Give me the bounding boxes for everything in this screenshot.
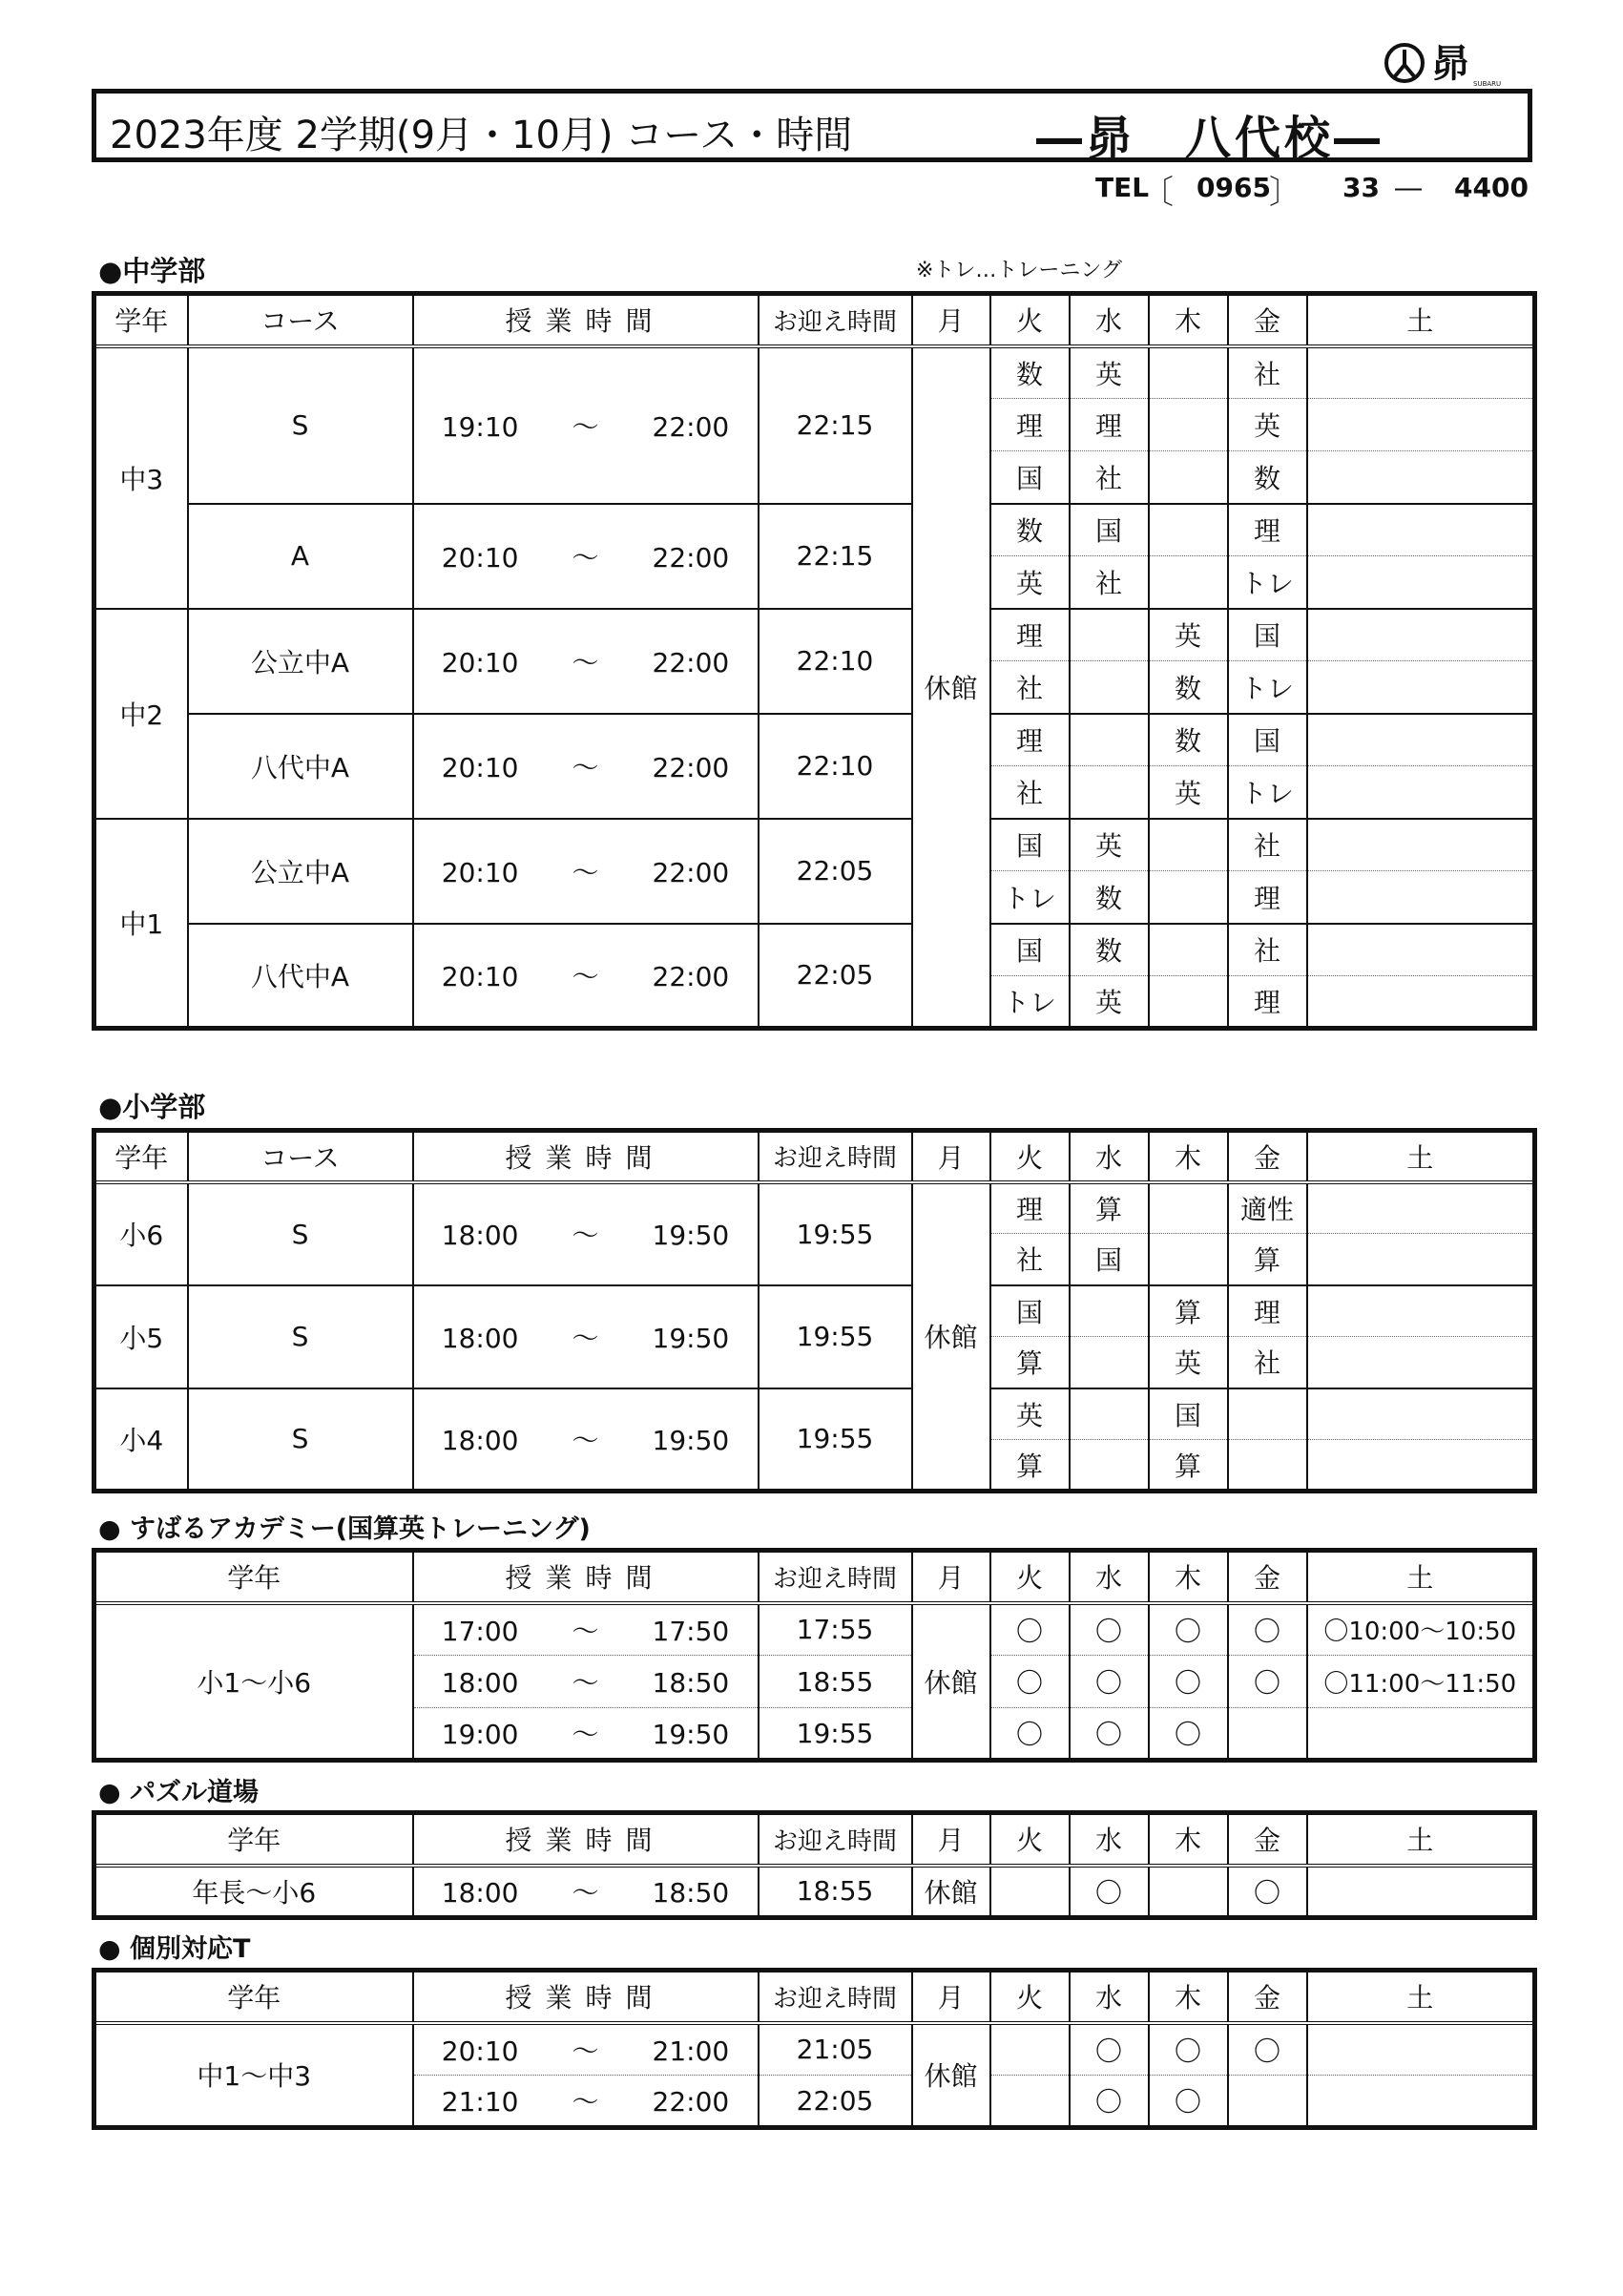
time-cell: 19:00 ～ 19:50	[413, 1708, 759, 1761]
subject-cell: 社	[1070, 451, 1149, 504]
subject-cell: 理	[1228, 504, 1307, 556]
class-mark: 〇	[990, 1708, 1070, 1761]
subject-cell: 国	[990, 924, 1070, 976]
table-row	[94, 924, 1535, 976]
subject-cell	[1307, 1337, 1535, 1388]
table-row	[94, 714, 1535, 766]
subject-cell: 理	[990, 1182, 1070, 1234]
elementary-heading: ●小学部	[98, 1091, 206, 1123]
col-pickup: お迎え時間	[759, 1813, 912, 1866]
subject-cell: 社	[1228, 819, 1307, 871]
time-cell: 20:10 ～ 22:00	[413, 924, 759, 1029]
pickup-cell: 22:10	[759, 609, 912, 714]
subject-cell	[1149, 556, 1228, 609]
col-thu: 木	[1149, 1551, 1228, 1603]
class-mark: 〇	[1070, 1708, 1149, 1761]
table-row	[94, 819, 1535, 871]
subject-cell	[1307, 924, 1535, 976]
subject-cell: 英	[990, 1388, 1070, 1440]
col-pickup: お迎え時間	[759, 1971, 912, 2023]
subject-cell	[1307, 766, 1535, 819]
saturday-slot: 〇11:00～11:50	[1307, 1656, 1535, 1708]
class-mark: 〇	[1070, 1656, 1149, 1708]
grade-cell: 小1～小6	[94, 1603, 413, 1761]
class-mark: 〇	[1149, 1656, 1228, 1708]
school-logo	[1384, 36, 1517, 90]
col-fri: 金	[1228, 1551, 1307, 1603]
header-row	[94, 1551, 1535, 1603]
class-mark: 〇	[1070, 1603, 1149, 1656]
col-sat: 土	[1307, 1813, 1535, 1866]
logo-text: 昴	[1431, 42, 1469, 86]
course-cell: 公立中A	[188, 819, 413, 924]
subject-cell	[1149, 976, 1228, 1029]
subject-cell	[1307, 451, 1535, 504]
table-row	[94, 1603, 1535, 1656]
col-wed: 水	[1070, 1813, 1149, 1866]
subject-cell: 国	[1070, 504, 1149, 556]
pickup-cell: 22:15	[759, 346, 912, 504]
course-cell: S	[188, 1388, 413, 1492]
subject-cell: 英	[1070, 819, 1149, 871]
pickup-cell: 17:55	[759, 1603, 912, 1656]
pickup-cell: 22:05	[759, 924, 912, 1029]
subject-cell: 理	[1228, 1285, 1307, 1337]
class-mark: 〇	[1149, 2023, 1228, 2076]
closed-cell: 休館	[912, 346, 990, 1029]
col-thu: 木	[1149, 294, 1228, 346]
time-cell: 20:10 ～ 22:00	[413, 504, 759, 609]
subject-cell: 理	[1228, 871, 1307, 924]
subject-cell: 数	[990, 504, 1070, 556]
course-cell: 公立中A	[188, 609, 413, 714]
col-time: 授業時間	[413, 1813, 759, 1866]
subject-cell	[1307, 1285, 1535, 1337]
time-cell: 18:00 ～ 18:50	[413, 1866, 759, 1918]
time-cell: 20:10 ～ 22:00	[413, 819, 759, 924]
subject-cell	[1307, 346, 1535, 399]
subject-cell	[1149, 924, 1228, 976]
subject-cell: 理	[1070, 399, 1149, 451]
class-mark: 〇	[1228, 1603, 1307, 1656]
subject-cell: 英	[1070, 346, 1149, 399]
subject-cell: トレ	[1228, 556, 1307, 609]
subject-cell: 数	[1228, 451, 1307, 504]
class-mark: 〇	[1228, 1656, 1307, 1708]
time-cell: 17:00 ～ 17:50	[413, 1603, 759, 1656]
subject-cell	[1307, 399, 1535, 451]
tel-number: 4400	[1454, 172, 1529, 203]
subject-cell	[1149, 1234, 1228, 1285]
subject-cell: 算	[990, 1440, 1070, 1492]
col-thu: 木	[1149, 1813, 1228, 1866]
col-fri: 金	[1228, 1131, 1307, 1182]
subject-cell	[1149, 346, 1228, 399]
subject-cell: 数	[990, 346, 1070, 399]
subject-cell: トレ	[990, 976, 1070, 1029]
col-tue: 火	[990, 294, 1070, 346]
subject-cell	[1307, 1440, 1535, 1492]
subject-cell	[1307, 714, 1535, 766]
subject-cell: 数	[1070, 871, 1149, 924]
subject-cell: 社	[1228, 1337, 1307, 1388]
col-pickup: お迎え時間	[759, 1131, 912, 1182]
saturday-slot	[1307, 1708, 1535, 1761]
header-row	[94, 1971, 1535, 2023]
class-mark	[1307, 1866, 1535, 1918]
col-tue: 火	[990, 1551, 1070, 1603]
subject-cell	[1307, 661, 1535, 714]
subject-cell: 数	[1149, 714, 1228, 766]
time-cell: 18:00 ～ 18:50	[413, 1656, 759, 1708]
class-mark	[1228, 1708, 1307, 1761]
puzzle-heading: ● パズル道場	[98, 1778, 259, 1807]
subject-cell: 算	[1149, 1285, 1228, 1337]
time-cell: 18:00 ～ 19:50	[413, 1182, 759, 1285]
col-thu: 木	[1149, 1131, 1228, 1182]
subject-cell: 英	[1149, 766, 1228, 819]
col-wed: 水	[1070, 1131, 1149, 1182]
academy-table	[92, 1548, 1537, 1763]
subject-cell	[1070, 609, 1149, 661]
tel-area-code: 0965	[1196, 172, 1271, 203]
grade-cell: 小5	[94, 1285, 188, 1388]
subject-cell	[1307, 819, 1535, 871]
table-row	[94, 1866, 1535, 1918]
subject-cell	[1149, 871, 1228, 924]
course-cell: 八代中A	[188, 924, 413, 1029]
subject-cell: 国	[1228, 714, 1307, 766]
time-cell: 20:10 ～ 22:00	[413, 609, 759, 714]
subject-cell: 数	[1149, 661, 1228, 714]
col-course: コース	[188, 1131, 413, 1182]
col-wed: 水	[1070, 1971, 1149, 2023]
time-cell: 20:10 ～ 22:00	[413, 714, 759, 819]
subject-cell: 理	[990, 714, 1070, 766]
class-mark	[990, 2023, 1070, 2076]
col-time: 授業時間	[413, 294, 759, 346]
course-cell: S	[188, 346, 413, 504]
col-grade: 学年	[94, 1813, 413, 1866]
pickup-cell: 22:15	[759, 504, 912, 609]
subject-cell: トレ	[1228, 661, 1307, 714]
course-cell: A	[188, 504, 413, 609]
class-mark	[990, 2076, 1070, 2128]
closed-cell: 休館	[912, 1866, 990, 1918]
subject-cell: 社	[1228, 346, 1307, 399]
col-mon: 月	[912, 1551, 990, 1603]
col-time: 授業時間	[413, 1971, 759, 2023]
subject-cell: 英	[1149, 609, 1228, 661]
header-row	[94, 294, 1535, 346]
col-sat: 土	[1307, 1131, 1535, 1182]
col-grade: 学年	[94, 1131, 188, 1182]
subject-cell	[1307, 1234, 1535, 1285]
col-fri: 金	[1228, 294, 1307, 346]
subject-cell: 英	[990, 556, 1070, 609]
col-wed: 水	[1070, 294, 1149, 346]
col-fri: 金	[1228, 1971, 1307, 2023]
col-tue: 火	[990, 1971, 1070, 2023]
pickup-cell: 22:05	[759, 2076, 912, 2128]
col-mon: 月	[912, 1971, 990, 2023]
subject-cell	[1307, 1388, 1535, 1440]
grade-cell: 小6	[94, 1182, 188, 1285]
table-row	[94, 609, 1535, 661]
subject-cell	[1307, 609, 1535, 661]
pickup-cell: 22:10	[759, 714, 912, 819]
col-time: 授業時間	[413, 1551, 759, 1603]
col-mon: 月	[912, 294, 990, 346]
pickup-cell: 19:55	[759, 1708, 912, 1761]
table-row	[94, 504, 1535, 556]
subject-cell	[1307, 1182, 1535, 1234]
col-sat: 土	[1307, 1551, 1535, 1603]
subject-cell	[1070, 1440, 1149, 1492]
term-title: 2023年度 2学期(9月・10月) コース・時間	[110, 114, 853, 157]
time-cell: 20:10 ～ 21:00	[413, 2023, 759, 2076]
training-note: ※トレ…トレーニング	[916, 259, 1122, 282]
class-mark	[1307, 2023, 1535, 2076]
table-row	[94, 1182, 1535, 1234]
subject-cell: 社	[990, 1234, 1070, 1285]
subject-cell: 国	[1149, 1388, 1228, 1440]
tel-bracket-open: 〔	[1141, 174, 1174, 212]
grade-cell: 年長～小6	[94, 1866, 413, 1918]
school-name: ―昴 八代校―	[1036, 112, 1384, 165]
subject-cell	[1149, 399, 1228, 451]
class-mark: 〇	[1070, 1866, 1149, 1918]
subject-cell: 理	[1228, 976, 1307, 1029]
time-cell: 21:10 ～ 22:00	[413, 2076, 759, 2128]
subject-cell: トレ	[990, 871, 1070, 924]
col-pickup: お迎え時間	[759, 1551, 912, 1603]
subject-cell	[1228, 1440, 1307, 1492]
class-mark: 〇	[990, 1656, 1070, 1708]
saturday-slot: 〇10:00～10:50	[1307, 1603, 1535, 1656]
subject-cell	[1228, 1388, 1307, 1440]
subject-cell	[1070, 1337, 1149, 1388]
grade-cell: 中2	[94, 609, 188, 819]
time-cell: 18:00 ～ 19:50	[413, 1388, 759, 1492]
subject-cell	[1070, 1388, 1149, 1440]
junior-high-heading: ●中学部	[98, 255, 206, 287]
class-mark	[1307, 2076, 1535, 2128]
subject-cell: 算	[990, 1337, 1070, 1388]
subject-cell: 国	[990, 819, 1070, 871]
col-grade: 学年	[94, 294, 188, 346]
subject-cell	[1070, 766, 1149, 819]
subject-cell: 社	[1228, 924, 1307, 976]
subject-cell: 理	[990, 399, 1070, 451]
subject-cell: 数	[1070, 924, 1149, 976]
class-mark: 〇	[1228, 2023, 1307, 2076]
col-grade: 学年	[94, 1551, 413, 1603]
class-mark: 〇	[1149, 1603, 1228, 1656]
subject-cell	[1149, 819, 1228, 871]
col-mon: 月	[912, 1131, 990, 1182]
subject-cell	[1070, 1285, 1149, 1337]
subject-cell: 算	[1070, 1182, 1149, 1234]
subject-cell: 理	[990, 609, 1070, 661]
col-thu: 木	[1149, 1971, 1228, 2023]
tel-exchange: 33	[1342, 172, 1380, 203]
pickup-cell: 18:55	[759, 1866, 912, 1918]
table-row	[94, 1285, 1535, 1337]
closed-cell: 休館	[912, 1182, 990, 1492]
grade-cell: 中1	[94, 819, 188, 1029]
closed-cell: 休館	[912, 1603, 990, 1761]
subject-cell: 算	[1228, 1234, 1307, 1285]
pickup-cell: 18:55	[759, 1656, 912, 1708]
individual-table	[92, 1968, 1537, 2130]
col-mon: 月	[912, 1813, 990, 1866]
subject-cell	[1149, 504, 1228, 556]
course-cell: S	[188, 1285, 413, 1388]
subject-cell: 国	[1070, 1234, 1149, 1285]
pickup-cell: 22:05	[759, 819, 912, 924]
col-time: 授業時間	[413, 1131, 759, 1182]
class-mark	[1149, 1866, 1228, 1918]
subject-cell	[1307, 871, 1535, 924]
col-pickup: お迎え時間	[759, 294, 912, 346]
col-tue: 火	[990, 1813, 1070, 1866]
grade-cell: 中1～中3	[94, 2023, 413, 2128]
tel-bracket-close: 〕	[1269, 174, 1301, 212]
time-cell: 19:10 ～ 22:00	[413, 346, 759, 504]
elementary-table	[92, 1128, 1537, 1493]
subject-cell	[1070, 714, 1149, 766]
academy-heading: ● すばるアカデミー(国算英トレーニング)	[98, 1514, 591, 1544]
class-mark	[990, 1866, 1070, 1918]
tel-label: TEL	[1095, 172, 1150, 203]
col-wed: 水	[1070, 1551, 1149, 1603]
junior-high-table	[92, 291, 1537, 1031]
subject-cell: トレ	[1228, 766, 1307, 819]
logo-subtext: SUBARU	[1473, 80, 1502, 88]
subject-cell: 国	[990, 451, 1070, 504]
subject-cell: 英	[1070, 976, 1149, 1029]
col-sat: 土	[1307, 294, 1535, 346]
pickup-cell: 19:55	[759, 1285, 912, 1388]
pickup-cell: 19:55	[759, 1182, 912, 1285]
header-row	[94, 1131, 1535, 1182]
subject-cell	[1149, 1182, 1228, 1234]
subject-cell	[1307, 556, 1535, 609]
col-fri: 金	[1228, 1813, 1307, 1866]
subject-cell	[1307, 976, 1535, 1029]
course-cell: S	[188, 1182, 413, 1285]
table-row	[94, 1388, 1535, 1440]
subject-cell: 適性	[1228, 1182, 1307, 1234]
header-row	[94, 1813, 1535, 1866]
class-mark: 〇	[990, 1603, 1070, 1656]
course-cell: 八代中A	[188, 714, 413, 819]
subject-cell: 社	[990, 766, 1070, 819]
class-mark: 〇	[1070, 2076, 1149, 2128]
puzzle-table	[92, 1810, 1537, 1920]
class-mark: 〇	[1228, 1866, 1307, 1918]
subject-cell	[1149, 451, 1228, 504]
subject-cell: 社	[990, 661, 1070, 714]
pickup-cell: 21:05	[759, 2023, 912, 2076]
col-grade: 学年	[94, 1971, 413, 2023]
table-row	[94, 2023, 1535, 2076]
closed-cell: 休館	[912, 2023, 990, 2128]
title-box	[92, 89, 1532, 165]
class-mark: 〇	[1149, 2076, 1228, 2128]
subject-cell	[1070, 661, 1149, 714]
pickup-cell: 19:55	[759, 1388, 912, 1492]
subject-cell: 算	[1149, 1440, 1228, 1492]
grade-cell: 小4	[94, 1388, 188, 1492]
col-tue: 火	[990, 1131, 1070, 1182]
class-mark	[1228, 2076, 1307, 2128]
class-mark: 〇	[1070, 2023, 1149, 2076]
grade-cell: 中3	[94, 346, 188, 609]
subject-cell: 国	[1228, 609, 1307, 661]
subject-cell: 英	[1228, 399, 1307, 451]
class-mark: 〇	[1149, 1708, 1228, 1761]
subject-cell: 英	[1149, 1337, 1228, 1388]
individual-heading: ● 個別対応T	[98, 1934, 251, 1964]
time-cell: 18:00 ～ 19:50	[413, 1285, 759, 1388]
subject-cell	[1307, 504, 1535, 556]
subject-cell: 社	[1070, 556, 1149, 609]
subject-cell: 国	[990, 1285, 1070, 1337]
col-sat: 土	[1307, 1971, 1535, 2023]
tel-dash: ―	[1395, 172, 1422, 203]
col-course: コース	[188, 294, 413, 346]
table-row	[94, 346, 1535, 399]
